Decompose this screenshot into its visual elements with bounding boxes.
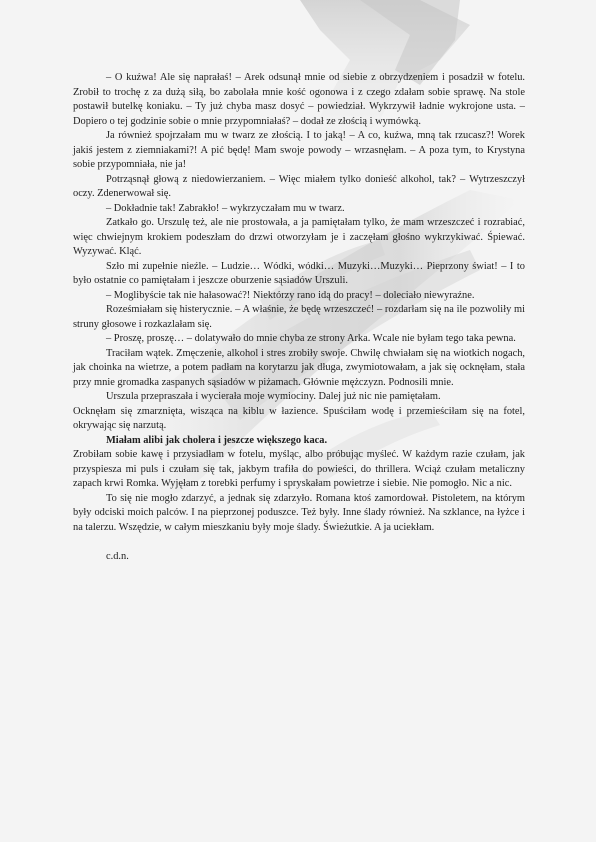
paragraph: – Dokładnie tak! Zabrakło! – wykrzyczałam mu w twarz. <box>106 202 345 214</box>
paragraph: Szło mi zupełnie nieźle. – Ludzie… Wódki, wódki… Muzyki…Muzyki… Pieprzony świat! – I to było ostatnie co pamiętałam i jeszcze oburzenie sąsiadów Urszuli. <box>73 260 525 286</box>
paragraph: – O kuźwa! Ale się naprałaś! – Arek odsunął mnie od siebie z obrzydzeniem i posadził w fotelu. Zrobił to trochę z za dużą siłą, bo zabolała mnie kość ogonowa i z czego zdałam sobie sprawę. Na stole postawił butelkę koniaku. – Ty już chyba masz dosyć – powiedział. Wykrzywił ładnie wykrojone usta. – Dopiero o tej godzinie sobie o mnie przypomniałaś? – dodał ze złością i wymówką. <box>73 72 525 127</box>
paragraph: Ocknęłam się zmarznięta, wisząca na kiblu w łazience. Spuściłam wodę i przemieściłam się na fotel, okrywając się narzutą. <box>73 405 525 431</box>
paragraph: Potrząsnął głową z niedowierzaniem. – Więc miałem tylko donieść alkohol, tak? – Wytrzeszczył oczy. Zdenerwował się. <box>73 173 525 199</box>
paragraph: To się nie mogło zdarzyć, a jednak się zdarzyło. Romana ktoś zamordował. Pistoletem, na którym były odciski moich palców. I na pieprzonej poduszce. Też były. Inne ślady również. Na szklance, na łyżce i na talerzu. Wszędzie, w całym mieszkaniu były moje ślady. Świeżutkie. A ja uciekłam. <box>73 492 525 533</box>
paragraph: Zatkało go. Urszulę też, ale nie prostowała, a ja pamiętałam tylko, że mam wrzeszczeć i rozrabiać, więc chwiejnym krokiem podeszłam do drzwi otworzyłam je i zaczęłam głośno wykrzykiwać. Śpiewać. Wyzywać. Kląć. <box>73 217 525 257</box>
paragraph: Roześmiałam się histerycznie. – A właśnie, że będę wrzeszczeć! – rozdarłam się na ile pozwoliły mi struny głosowe i rozkazlałam się. <box>73 304 525 330</box>
paragraph: Urszula przepraszała i wycierała moje wymiociny. Dalej już nic nie pamiętałam. <box>106 391 441 402</box>
article-text <box>73 71 525 564</box>
paragraph: – Proszę, proszę… – dolatywało do mnie chyba ze strony Arka. Wcale nie byłam tego taka pewna. <box>106 333 516 344</box>
paragraph: Ja również spojrzałam mu w twarz ze złością. I to jaką! – A co, kuźwa, mną tak rzucasz?! Worek jakiś jestem z ziemniakami?! A pić będę! Mam swoje powody – wrzasnęłam. – A poza tym, to Krystyna sobie przypomniała, nie ja! <box>73 130 525 170</box>
bold-paragraph: Miałam alibi jak cholera i jeszcze większego kaca. <box>106 434 328 446</box>
paragraph: Zrobiłam sobie kawę i przysiadłam w fotelu, myśląc, albo próbując myśleć. W każdym razie czułam, jak przyspiesza mi puls i czułam się tak, jakbym trafiła do powieści, do thrillera. Wciąż czułam metaliczny zapach krwi Romka. Wyjęłam z torebki perfumy i spryskałam powietrze i siebie. Nie pomogło. Nic a nic. <box>73 449 525 489</box>
to-be-continued: c.d.n. <box>106 550 129 562</box>
paragraph: Traciłam wątek. Zmęczenie, alkohol i stres zrobiły swoje. Chwilę chwiałam się na wiotkich nogach, jak choinka na wietrze, a potem padłam na korytarzu jak długa, zwymiotowałam, a jak się ocknęłam, stała przy mnie gromadka zaspanych sąsiadów w piżamach. Głównie mężczyzn. Podnosili mnie. <box>73 347 525 388</box>
paragraph: – Moglibyście tak nie hałasować?! Niektórzy rano idą do pracy! – doleciało niewyraźne. <box>106 289 475 301</box>
